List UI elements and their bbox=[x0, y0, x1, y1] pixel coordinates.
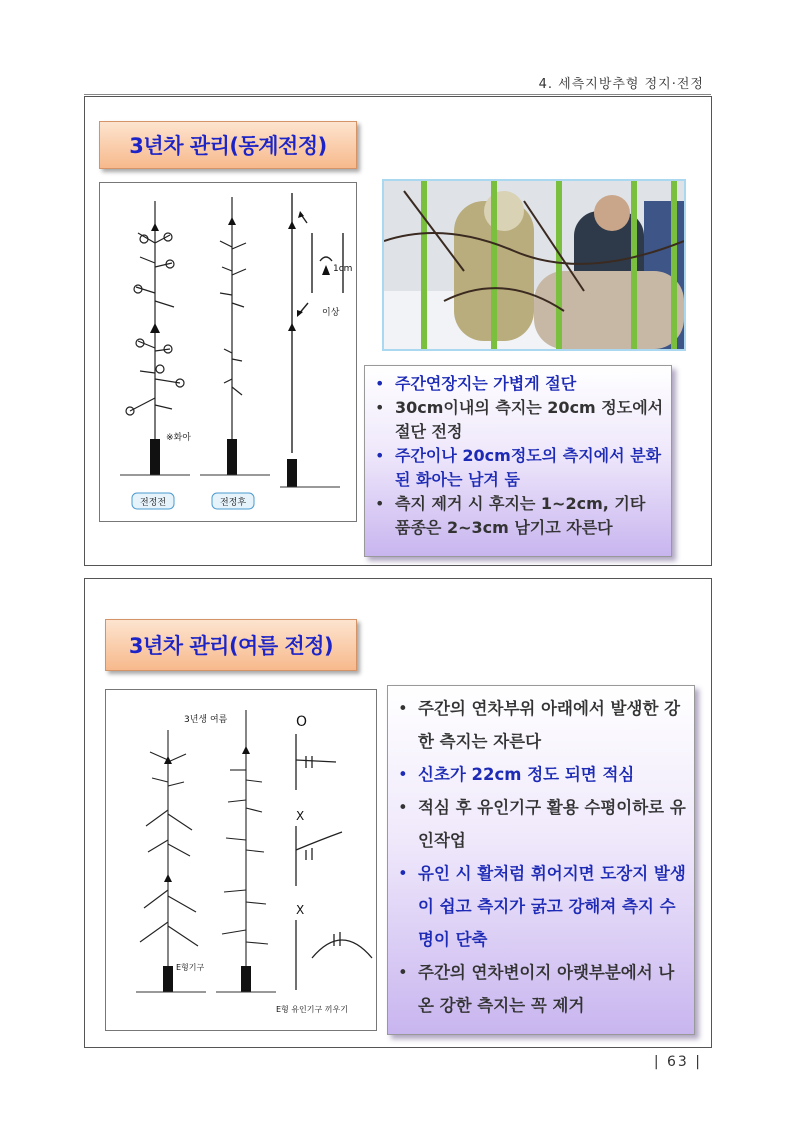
header-rule bbox=[84, 94, 711, 95]
third-year-label: 3년생 여름 bbox=[184, 715, 228, 725]
above-label: 이상 bbox=[322, 308, 340, 318]
panel2-bullet-3: • 유인 시 활처럼 휘어지면 도장지 발생이 쉽고 측지가 굵고 강해져 측지 수명이 단축 bbox=[398, 864, 686, 949]
wrong-mark-2: X bbox=[296, 903, 305, 917]
panel2-bullet-0: • 주간의 연차부위 아래에서 발생한 강한 측지는 자른다 bbox=[398, 699, 681, 751]
after-label: 전정후 bbox=[219, 498, 247, 508]
winter-pruning-diagram bbox=[99, 182, 357, 522]
before-label: 전정전 bbox=[139, 498, 167, 508]
panel1-bullet-3: • 측지 제거 시 후지는 1~2cm, 기타 품종은 2~3cm 남기고 자른다 bbox=[375, 494, 646, 537]
flower-bud-label: ※화아 bbox=[166, 433, 191, 443]
page-number: | 63 | bbox=[653, 1054, 702, 1070]
panel1-bullet-1: • 30cm이내의 측지는 20cm 정도에서 절단 전정 bbox=[375, 398, 664, 441]
panel1-bullet-2: • 주간이나 20cm정도의 측지에서 분화된 화아는 남겨 둠 bbox=[375, 446, 662, 489]
summer-pruning-diagram bbox=[105, 689, 377, 1031]
photo-illustration bbox=[384, 181, 684, 349]
e-clip-label: E형기구 bbox=[176, 963, 205, 972]
wrong-mark-1: X bbox=[296, 809, 305, 823]
pruning-photo bbox=[382, 179, 686, 351]
panel2-title: 3년차 관리(여름 전정) bbox=[105, 619, 357, 671]
panel2-bullet-2: • 적심 후 유인기구 활용 수평이하로 유인작업 bbox=[398, 798, 686, 850]
one-cm-label: 1cm bbox=[333, 264, 353, 274]
panel1-bullet-box bbox=[364, 365, 672, 557]
panel-summer-pruning bbox=[84, 578, 712, 1048]
tree-diagram-svg bbox=[100, 183, 356, 521]
e-install-label: E형 유인기구 끼우기 bbox=[276, 1005, 348, 1014]
ok-mark: O bbox=[296, 714, 308, 730]
panel2-bullet-box bbox=[387, 685, 695, 1035]
panel1-title: 3년차 관리(동계전정) bbox=[99, 121, 357, 169]
section-header: 4. 세측지방추형 정지·전정 bbox=[538, 77, 704, 92]
summer-tree-svg bbox=[106, 690, 376, 1030]
panel2-bullet-4: • 주간의 연차변이지 아랫부분에서 나온 강한 측지는 꼭 제거 bbox=[398, 963, 675, 1015]
panel-winter-pruning bbox=[84, 96, 712, 566]
panel1-bullet-0: • 주간연장지는 가볍게 절단 bbox=[375, 374, 577, 393]
panel2-bullet-1: • 신초가 22cm 정도 되면 적심 bbox=[398, 765, 635, 784]
